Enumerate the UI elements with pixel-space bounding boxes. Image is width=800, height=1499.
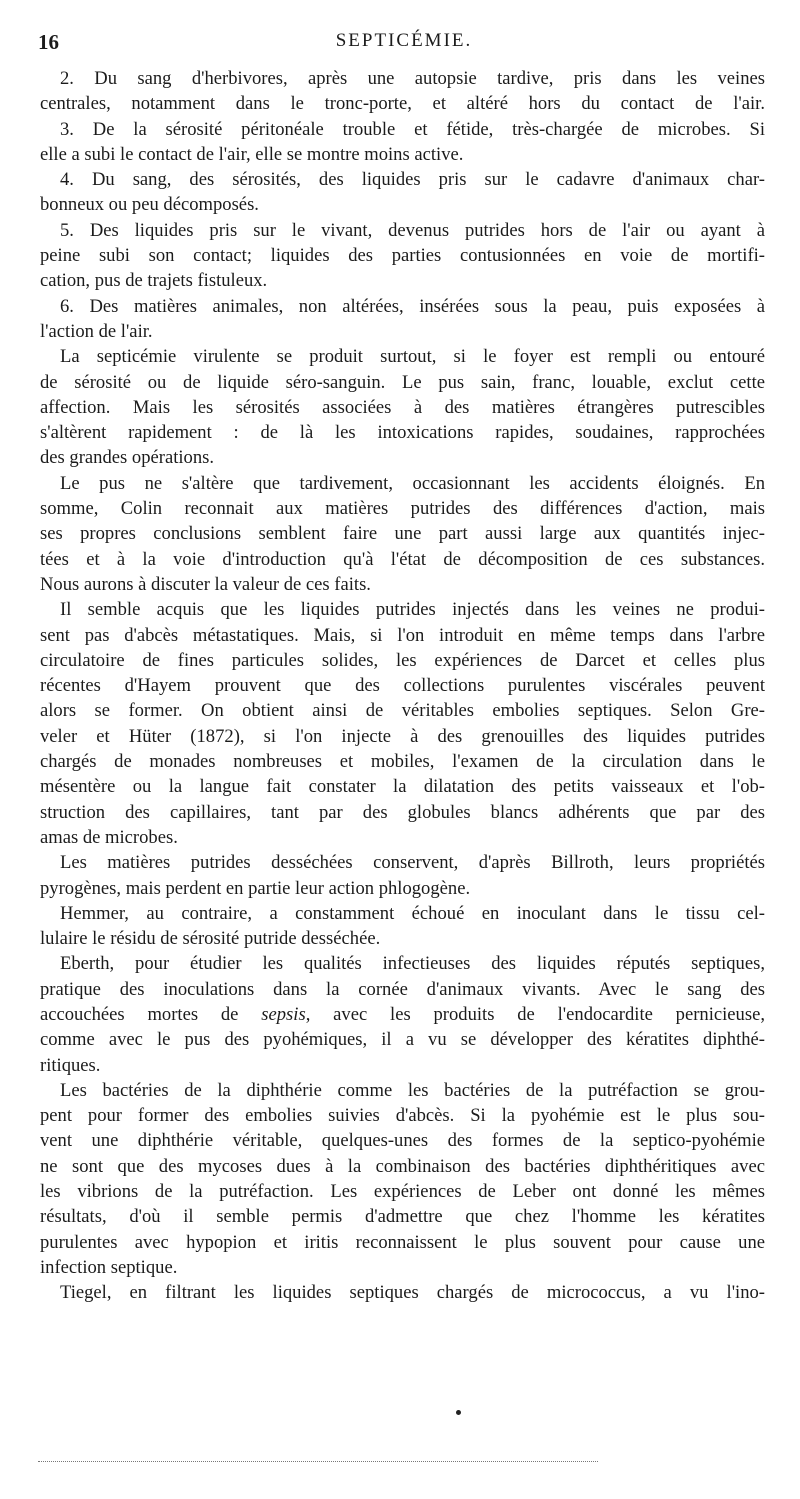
text-line: les vibrions de la putréfaction. Les expériences de Leber ont donné les mêmes [40,1181,765,1203]
text-line: 2. Du sang d'herbivores, après une autopsie tardive, pris dans les veines [60,68,765,89]
text-line: de sérosité ou de liquide séro-sanguin. Le pus sain, franc, louable, exclut cette [40,371,765,393]
text-line: ritiques. [40,1054,101,1076]
text-line: mésentère ou la langue fait constater la dilatation des petits vaisseaux et l'ob- [40,776,765,798]
text-line: Les bactéries de la diphthérie comme les bactéries de la putréfaction se grou- [60,1079,765,1101]
text-line: tées et à la voie d'introduction qu'à l'état de décomposition de ces substances. [40,548,765,570]
text-line: résultats, d'où il semble permis d'admettre que chez l'homme les kératites [40,1206,765,1228]
text-line: somme, Colin reconnait aux matières putrides des différences d'action, mais [40,498,765,520]
text-line: peine subi son contact; liquides des parties contusionnées en voie de mortifi- [40,245,765,267]
text-line: des grandes opérations. [40,447,215,469]
text-line: sent pas d'abcès métastatiques. Mais, si l'on introduit en même temps dans l'arbre [40,624,765,646]
text-line: amas de microbes. [40,826,178,848]
footer-rule [38,1461,598,1462]
text-line: centrales, notamment dans le tronc-porte, et altéré hors du contact de l'air. [40,93,765,115]
text-line: vent une diphthérie véritable, quelques-unes des formes de la septico-pyohémie [40,1130,765,1152]
text-line: Tiegel, en filtrant les liquides septiques chargés de micrococcus, a vu l'ino- [60,1282,765,1304]
text-line: ne sont que des mycoses dues à la combinaison des bactéries diphthéritiques avec [40,1155,765,1177]
text-line: Le pus ne s'altère que tardivement, occasionnant les accidents éloignés. En [60,472,765,494]
italic-word: sepsis [261,1003,306,1025]
text-line: accouchées mortes de sepsis, avec les produits de l'endocardite pernicieuse, [40,1003,765,1025]
text-line: chargés de monades nombreuses et mobiles, l'examen de la circulation dans le [40,751,765,773]
text-line: La septicémie virulente se produit surtout, si le foyer est rempli ou entouré [60,346,765,368]
text-line: alors se former. On obtient ainsi de véritables embolies septiques. Selon Gre- [40,700,765,722]
text-line: 5. Des liquides pris sur le vivant, devenus putrides hors de l'air ou ayant à [60,219,765,241]
text-line: veler et Hüter (1872), si l'on injecte à des grenouilles des liquides putrides [40,725,765,747]
text-line: elle a subi le contact de l'air, elle se montre moins active. [40,143,464,165]
text-line: Eberth, pour étudier les qualités infectieuses des liquides réputés septiques, [60,953,765,975]
text-line: comme avec le pus des pyohémiques, il a vu se développer des kératites diphthé- [40,1029,765,1051]
text-line: 3. De la sérosité péritonéale trouble et fétide, très-chargée de microbes. Si [60,118,765,140]
text-line: Il semble acquis que les liquides putrides injectés dans les veines ne produi- [60,599,765,621]
text-line: Les matières putrides desséchées conservent, d'après Billroth, leurs propriétés [60,852,765,874]
text-line: 4. Du sang, des sérosités, des liquides pris sur le cadavre d'animaux char- [60,169,765,191]
text-line: l'action de l'air. [40,320,153,342]
text-line: ses propres conclusions semblent faire une part aussi large aux quantités injec- [40,523,765,545]
text-line: 6. Des matières animales, non altérées, insérées sous la peau, puis exposées à [60,295,765,317]
text-line: s'altèrent rapidement : de là les intoxications rapides, soudaines, rapprochées [40,422,765,444]
text-line: circulatoire de fines particules solides, les expériences de Darcet et celles plus [40,649,765,671]
text-line: lulaire le résidu de sérosité putride desséchée. [40,928,381,950]
body-text [40,66,765,1306]
page-header [38,30,770,58]
text-line: bonneux ou peu décomposés. [40,194,259,216]
text-line: infection septique. [40,1256,178,1278]
ink-dot [456,1410,461,1415]
text-line: purulentes avec hypopion et iritis reconnaissent le plus souvent pour cause une [40,1231,765,1253]
text-line: pratique des inoculations dans la cornée d'animaux vivants. Avec le sang des [40,978,765,1000]
running-title: SEPTICÉMIE. [335,30,473,51]
text-line: affection. Mais les sérosités associées à des matières étrangères putrescibles [40,396,765,418]
page-number: 16 [38,30,59,54]
text-line: Hemmer, au contraire, a constamment échoué en inoculant dans le tissu cel- [60,902,765,924]
text-line: cation, pus de trajets fistuleux. [40,270,268,292]
text-line: Nous aurons à discuter la valeur de ces faits. [40,573,371,595]
text-line: pent pour former des embolies suivies d'abcès. Si la pyohémie est le plus sou- [40,1105,765,1127]
text-line: pyrogènes, mais perdent en partie leur action phlogogène. [40,877,471,899]
text-line: struction des capillaires, tant par des globules blancs adhérents que par des [40,801,765,823]
text-line: récentes d'Hayem prouvent que des collections purulentes viscérales peuvent [40,675,765,697]
